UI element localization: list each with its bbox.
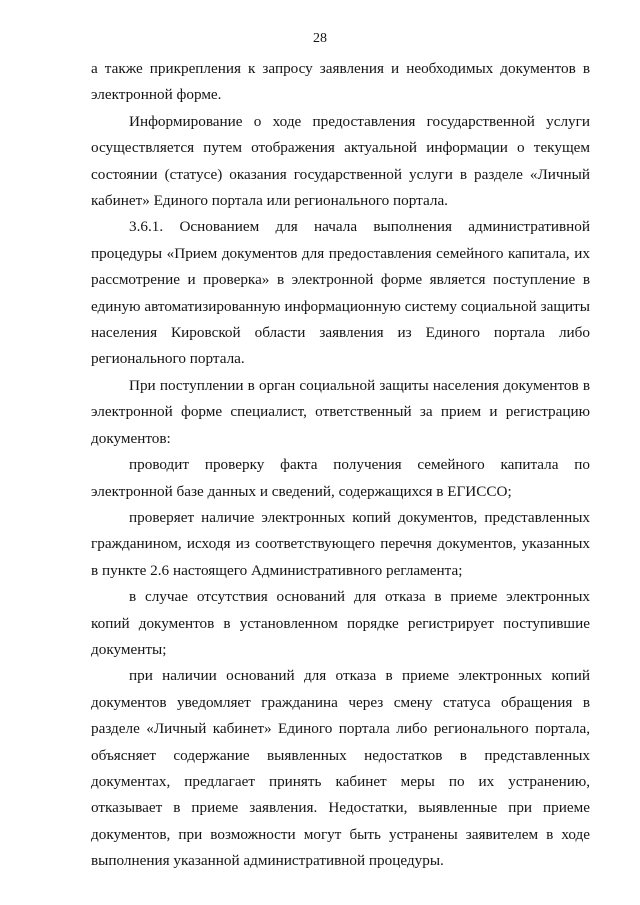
- paragraph-continuation: а также прикрепления к запросу заявления и необходимых документов в электронной форме.: [91, 60, 590, 104]
- document-body: [91, 56, 590, 875]
- paragraph-3-6-1: 3.6.1. Основанием для начала выполнения административной процедуры «Прием документов для предоставления семейного капитала, их рассмотрение и проверка» в электронной форме является поступление в единую автоматизированную информационную систему социальной защиты населения Кировской области заявления из Единого портала либо регионального портала.: [91, 218, 590, 368]
- list-item-check-capital: проводит проверку факта получения семейного капитала по электронной базе данных и сведений, содержащихся в ЕГИССО;: [91, 456, 590, 500]
- paragraph-informing: Информирование о ходе предоставления государственной услуги осуществляется путем отображения актуальной информации о текущем состоянии (статусе) оказания государственной услуги в разделе «Личный кабинет» Единого портала или регионального портала.: [91, 112, 590, 210]
- list-item-check-copies: проверяет наличие электронных копий документов, представленных гражданином, исходя из соответствующего перечня документов, указанных в пункте 2.6 настоящего Административного регламента;: [91, 508, 590, 579]
- page-number: 28: [313, 31, 327, 46]
- list-item-notify-refusal: при наличии оснований для отказа в приеме электронных копий документов уведомляет гражданина через смену статуса обращения в разделе «Личный кабинет» Единого портала либо регионального портала, объясняет содержание выявленных недостатков в представленных документах, предлагает принять кабинет меры по их устранению, отказывает в приеме заявления. Недостатки, выявленные при приеме документов, при возможности могут быть устранены заявителем в ходе выполнения указанной административной процедуры.: [91, 667, 590, 870]
- list-item-register-documents: в случае отсутствия оснований для отказа в приеме электронных копий документов в установленном порядке регистрирует поступившие документы;: [91, 588, 590, 658]
- paragraph-specialist-actions: При поступлении в орган социальной защиты населения документов в электронной форме специалист, ответственный за прием и регистрацию документов:: [91, 376, 590, 447]
